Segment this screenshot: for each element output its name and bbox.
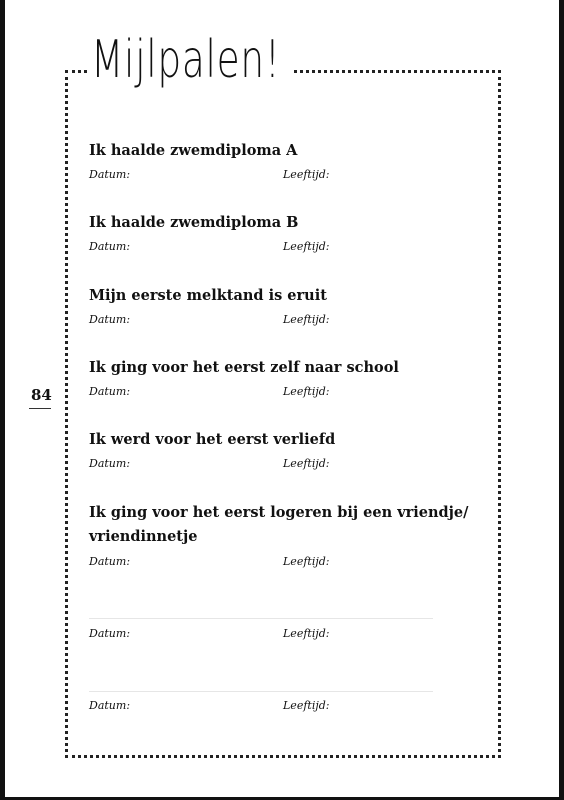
date-label: Datum: <box>89 385 131 398</box>
date-label: Datum: <box>89 168 131 181</box>
milestone-title-line-1: Ik ging voor het eerst logeren bij een vriendje/ <box>89 504 469 521</box>
date-label: Datum: <box>89 555 131 568</box>
date-label: Datum: <box>89 457 131 470</box>
age-label: Leeftijd: <box>283 313 330 326</box>
age-label: Leeftijd: <box>283 627 330 640</box>
age-label: Leeftijd: <box>283 385 330 398</box>
age-label: Leeftijd: <box>283 240 330 253</box>
age-label: Leeftijd: <box>283 457 330 470</box>
write-line <box>89 618 433 619</box>
page-number: 84 <box>31 386 52 404</box>
milestone-title: Ik haalde zwemdiploma A <box>89 142 298 159</box>
age-label: Leeftijd: <box>283 168 330 181</box>
age-label: Leeftijd: <box>283 555 330 568</box>
milestone-title-line-2: vriendinnetje <box>89 528 198 545</box>
date-label: Datum: <box>89 240 131 253</box>
milestone-title: Ik haalde zwemdiploma B <box>89 214 299 231</box>
age-label: Leeftijd: <box>283 699 330 712</box>
milestone-title: Ik ging voor het eerst zelf naar school <box>89 359 399 376</box>
page-number-rule <box>29 408 51 409</box>
milestone-title: Mijn eerste melktand is eruit <box>89 287 327 304</box>
page-title: Mijlpalen! <box>91 30 281 90</box>
date-label: Datum: <box>89 313 131 326</box>
write-line <box>89 691 433 692</box>
milestone-title: Ik werd voor het eerst verliefd <box>89 431 336 448</box>
date-label: Datum: <box>89 699 131 712</box>
date-label: Datum: <box>89 627 131 640</box>
